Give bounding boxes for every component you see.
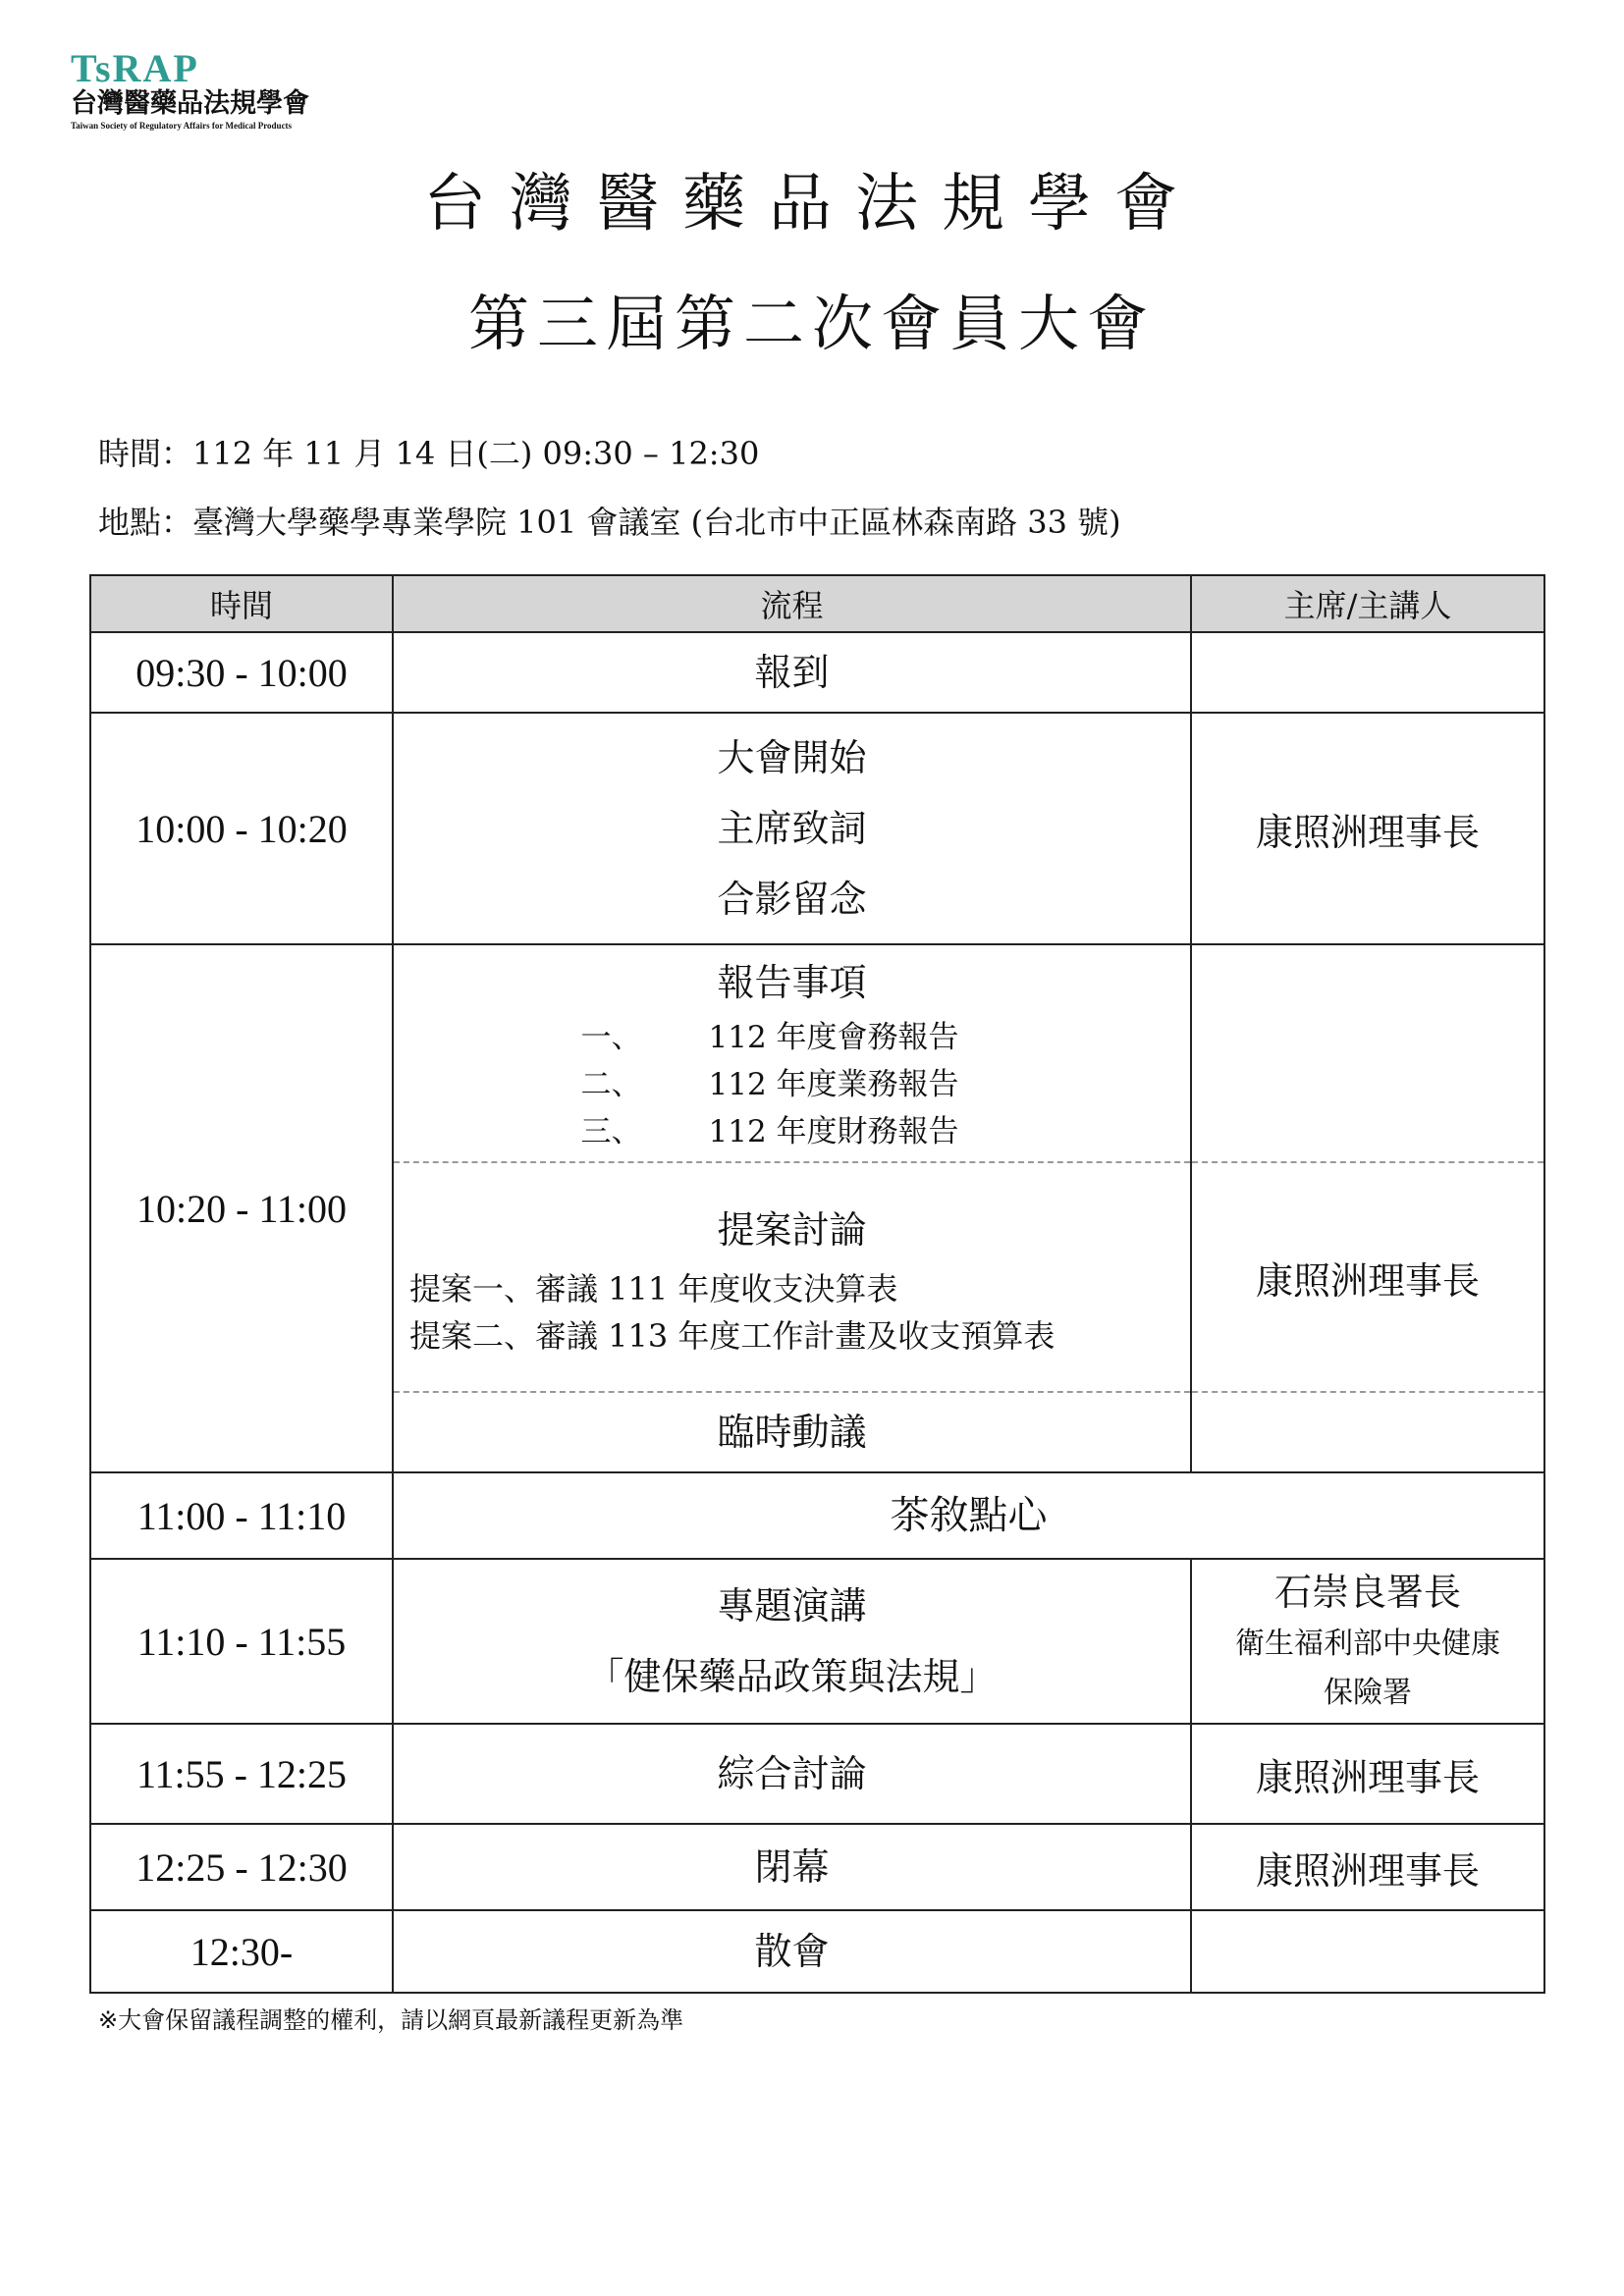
- table-row: [90, 944, 1544, 1162]
- table-row: [90, 1910, 1544, 1993]
- header-flow: 流程: [393, 575, 1191, 632]
- table-header-row: [90, 575, 1544, 632]
- flow-line: 「健保藥品政策與法規」: [586, 1655, 998, 1698]
- list-item-text: 112 年度會務報告: [708, 1020, 959, 1055]
- table-row: [90, 1472, 1544, 1559]
- row-time: 12:25 - 12:30: [90, 1824, 393, 1910]
- list-item-number: 二、: [580, 1067, 642, 1102]
- list-item: [394, 1061, 1190, 1108]
- header-chair: 主席/主講人: [1191, 575, 1544, 632]
- speaker-name: 石崇良署長: [1273, 1571, 1461, 1614]
- proposal-title: 提案討論: [717, 1208, 867, 1252]
- speaker-org: 衛生福利部中央健康: [1235, 1627, 1500, 1661]
- report-title: 報告事項: [717, 961, 867, 1004]
- row-flow: 散會: [393, 1910, 1191, 1993]
- meeting-time: 時間：112 年 11 月 14 日(二) 09:30 – 12:30: [98, 435, 760, 472]
- list-item-number: 一、: [580, 1020, 642, 1055]
- row-flow: 茶敘點心: [393, 1472, 1544, 1559]
- speaker-org: 保險署: [1324, 1676, 1412, 1710]
- report-list: [394, 1014, 1190, 1155]
- row-time: 09:30 - 10:00: [90, 632, 393, 713]
- flow-line: 大會開始: [717, 736, 867, 779]
- proposal-item: 提案二、審議 113 年度工作計畫及收支預算表: [409, 1317, 1056, 1355]
- flow-line: 專題演講: [717, 1584, 867, 1628]
- row-time: 11:00 - 11:10: [90, 1472, 393, 1559]
- agenda-table: [89, 574, 1545, 1994]
- header-time: 時間: [90, 575, 393, 632]
- list-item-text: 112 年度財務報告: [708, 1114, 959, 1149]
- row-time: 10:20 - 11:00: [90, 944, 393, 1472]
- row-chair: [1191, 1559, 1544, 1724]
- list-item-text: 112 年度業務報告: [708, 1067, 959, 1102]
- footnote: ※大會保留議程調整的權利，請以網頁最新議程更新為準: [98, 2006, 684, 2034]
- row-flow: 閉幕: [393, 1824, 1191, 1910]
- row-chair: 康照洲理事長: [1191, 713, 1544, 944]
- table-row: [90, 1824, 1544, 1910]
- row-flow: [393, 713, 1191, 944]
- flow-line: 主席致詞: [717, 807, 867, 850]
- report-section: [393, 944, 1191, 1162]
- list-item: [394, 1108, 1190, 1155]
- row-flow: 報到: [393, 632, 1191, 713]
- logo: [71, 46, 309, 132]
- adhoc-motion: 臨時動議: [393, 1392, 1191, 1472]
- row-time: 11:10 - 11:55: [90, 1559, 393, 1724]
- page-subtitle: 第三屆第二次會員大會: [467, 288, 1156, 359]
- proposal-item: 提案一、審議 111 年度收支決算表: [409, 1270, 898, 1308]
- list-item-number: 三、: [580, 1114, 642, 1149]
- row-chair: 康照洲理事長: [1191, 1824, 1544, 1910]
- row-time: 11:55 - 12:25: [90, 1724, 393, 1824]
- row-chair: [1191, 1910, 1544, 1993]
- row-flow: [393, 1559, 1191, 1724]
- table-row: [90, 1559, 1544, 1724]
- table-row: [90, 713, 1544, 944]
- page-title: 台灣醫藥品法規學會: [423, 168, 1201, 240]
- row-time: 10:00 - 10:20: [90, 713, 393, 944]
- flow-line: 合影留念: [717, 878, 867, 921]
- logo-name: 台灣醫藥品法規學會: [71, 88, 309, 119]
- row-chair: [1191, 632, 1544, 713]
- meeting-place: 地點：臺灣大學藥學專業學院 101 會議室 (台北市中正區林森南路 33 號): [98, 504, 1121, 541]
- proposal-section: [393, 1162, 1191, 1392]
- row-chair: 康照洲理事長: [1191, 1162, 1544, 1392]
- row-time: 12:30-: [90, 1910, 393, 1993]
- row-chair: [1191, 1392, 1544, 1472]
- row-flow: 綜合討論: [393, 1724, 1191, 1824]
- table-row: [90, 1724, 1544, 1824]
- logo-mark: TsRAP: [71, 46, 199, 90]
- list-item: [394, 1014, 1190, 1061]
- row-chair: [1191, 944, 1544, 1162]
- table-row: [90, 632, 1544, 713]
- row-chair: 康照洲理事長: [1191, 1724, 1544, 1824]
- logo-english: Taiwan Society of Regulatory Affairs for Medical Products: [71, 121, 293, 131]
